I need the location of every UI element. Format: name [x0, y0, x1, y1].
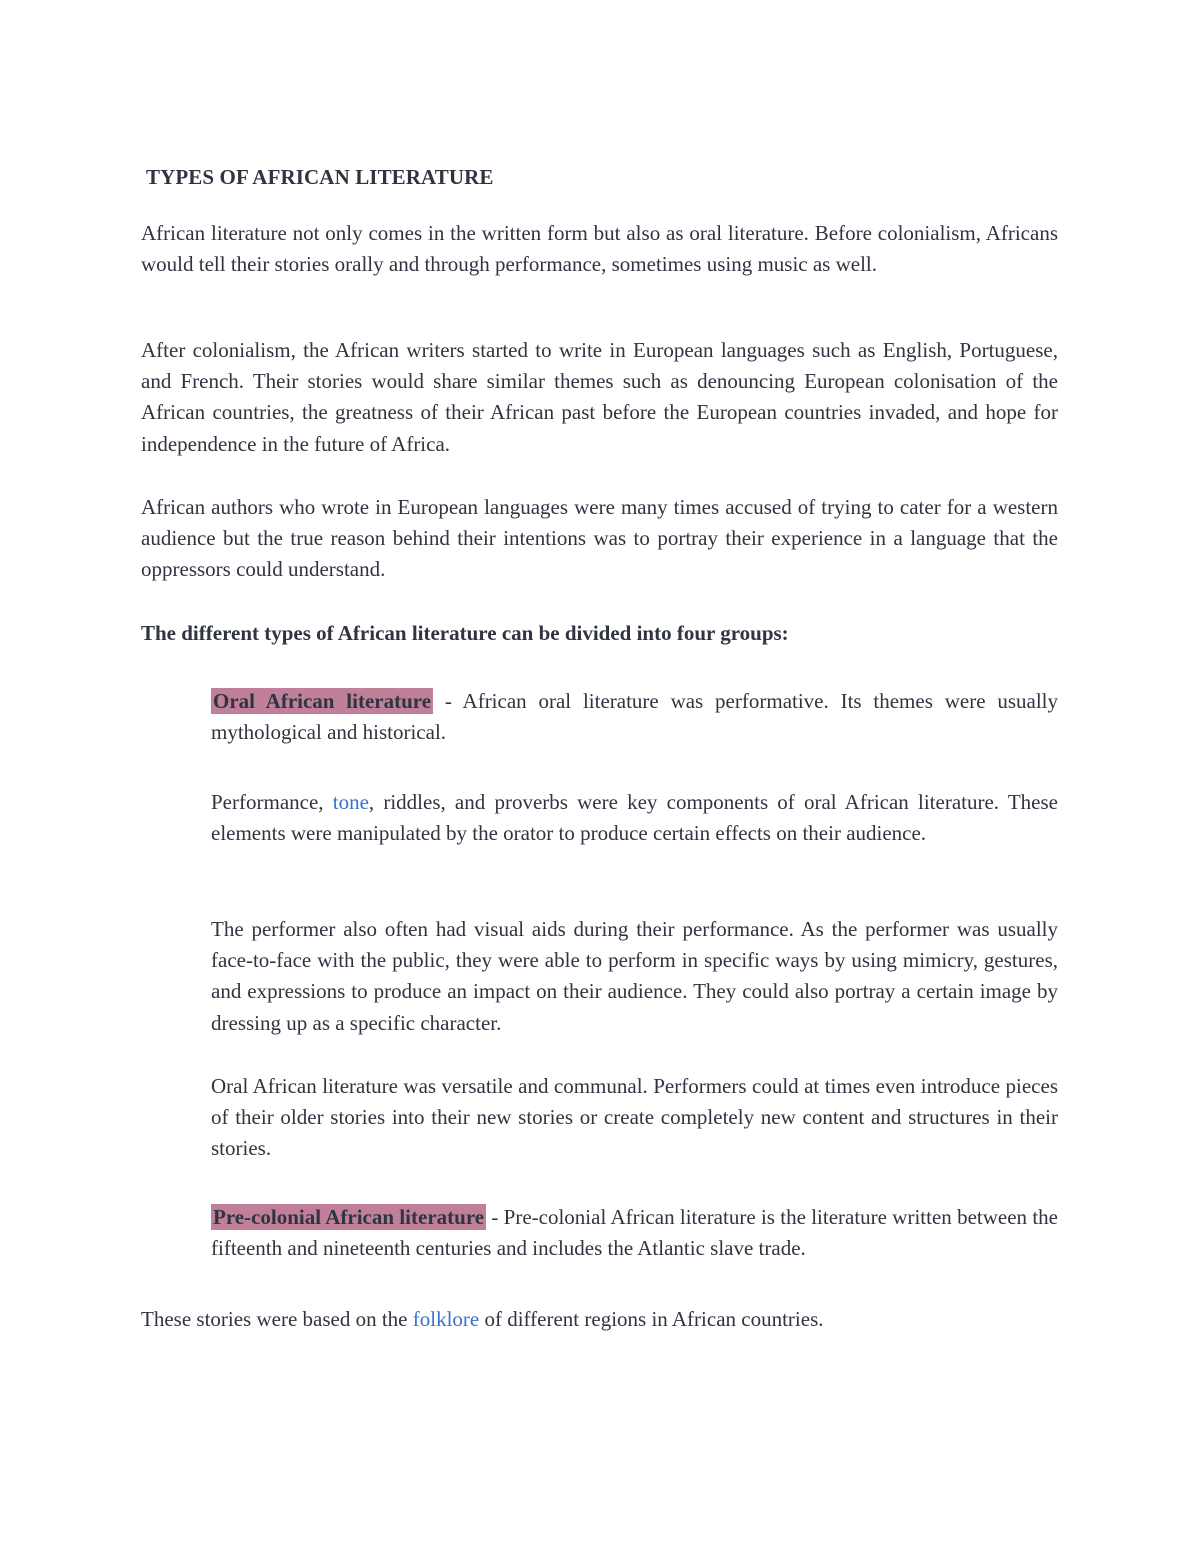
- oral-literature-text: - African oral literature was performative. Its themes were usually mythological and historical.: [211, 689, 1058, 745]
- oral-components-before: Performance,: [211, 790, 333, 814]
- precolonial-text: - Pre-colonial African literature is the literature written between the fifteenth and nineteenth centuries and includes the Atlantic slave trade.: [211, 1205, 1058, 1261]
- performer-paragraph: The performer also often had visual aids during their performance. As the performer was usually face-to-face with the public, they were able to perform in specific ways by using mimicry, gestures, and expressions to produce an impact on their audience. They could also portray a certain image by dressing up as a specific character.: [211, 917, 1058, 1035]
- folklore-before: These stories were based on the: [141, 1307, 413, 1331]
- versatile-paragraph: Oral African literature was versatile and communal. Performers could at times even introduce pieces of their older stories into their new stories or create completely new content and structures in their stories.: [211, 1074, 1058, 1161]
- oral-literature-paragraph: [211, 686, 1058, 748]
- oral-components-paragraph: [211, 787, 1058, 849]
- oral-components-after: , riddles, and proverbs were key components of oral African literature. These elements were manipulated by the orator to produce certain effects on their audience.: [211, 790, 1058, 846]
- precolonial-paragraph: [211, 1202, 1058, 1264]
- folklore-after: of different regions in African countries.: [479, 1307, 824, 1331]
- groups-heading: The different types of African literature can be divided into four groups:: [141, 621, 789, 645]
- oral-literature-term: Oral African literature: [213, 689, 432, 713]
- folklore-paragraph: [141, 1304, 1058, 1335]
- colonialism-paragraph: After colonialism, the African writers started to write in European languages such as English, Portuguese, and French. Their stories would share similar themes such as denouncing European colonisation of the African countries, the greatness of their African past before the European countries invaded, and hope for independence in the future of Africa.: [141, 338, 1058, 456]
- document-title: TYPES OF AFRICAN LITERATURE: [146, 165, 494, 189]
- tone-link[interactable]: tone: [332, 790, 369, 814]
- intro-paragraph: African literature not only comes in the written form but also as oral literature. Before colonialism, Africans would tell their stories orally and through performance, sometimes using music as well.: [141, 221, 1058, 277]
- folklore-link[interactable]: folklore: [412, 1307, 480, 1331]
- authors-paragraph: African authors who wrote in European languages were many times accused of trying to cater for a western audience but the true reason behind their intentions was to portray their experience in a language that the oppressors could understand.: [141, 495, 1058, 582]
- precolonial-term: Pre-colonial African literature: [213, 1205, 485, 1229]
